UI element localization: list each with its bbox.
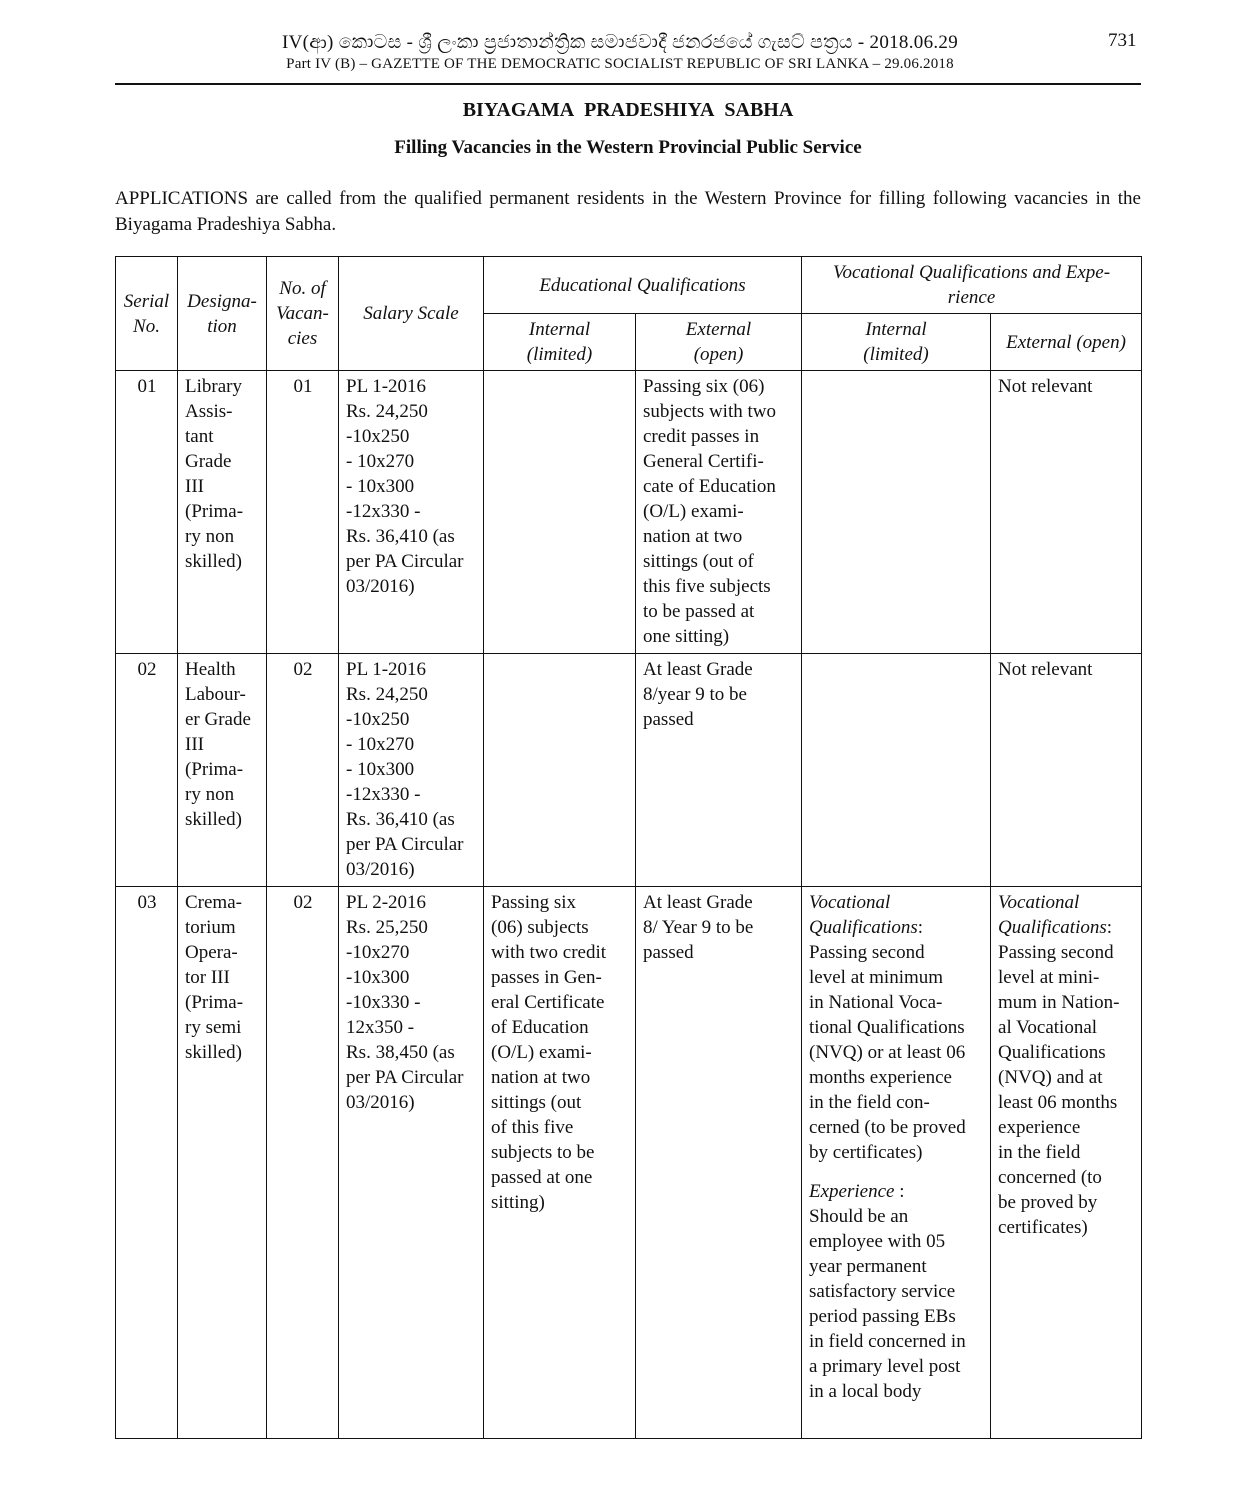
salary-cell: PL 2-2016 Rs. 25,250 -10x270 -10x300 -10x330 - 12x350 - Rs. 38,450 (as per PA Circular 03/2016) [339, 887, 484, 1439]
vacancies-cell: 02 [267, 887, 339, 1439]
serial-cell: 03 [116, 887, 178, 1439]
voc-internal-qualifications-heading: Vocational Qualifications [809, 892, 918, 938]
voc-internal-qualifications-colon: : [917, 917, 924, 938]
table-row [116, 887, 1142, 1439]
voc-internal-experience-heading: Experience [809, 1181, 895, 1202]
header-voc-external: External (open) [991, 314, 1142, 371]
salary-cell: PL 1-2016 Rs. 24,250 -10x250 - 10x270 - 10x300 -12x330 - Rs. 36,410 (as per PA Circular 03/2016) [339, 654, 484, 887]
notice-title: BIYAGAMA PRADESHIYA SABHA [462, 99, 794, 121]
header-designation: Designa- tion [178, 257, 267, 371]
edu-internal-cell [484, 654, 636, 887]
table-row [116, 654, 1142, 887]
voc-internal-experience-text: Should be an employee with 05 year permanent satisfactory service period passing EBs in field concerned in a primary level post in a local body [809, 1206, 966, 1402]
voc-external-qualifications-text: Passing second level at mini- mum in Nation- al Vocational Qualifications (NVQ) and at least 06 months experience in the field concerned (to be proved by certificates) [998, 942, 1120, 1238]
edu-external-cell: At least Grade 8/ Year 9 to be passed [636, 887, 802, 1439]
edu-internal-cell [484, 371, 636, 654]
table-row [116, 371, 1142, 654]
notice-subtitle: Filling Vacancies in the Western Provincial Public Service [394, 137, 862, 158]
notice-intro: APPLICATIONS are called from the qualified permanent residents in the Western Province for filling following vacancies in the Biyagama Pradeshiya Sabha. [115, 188, 1141, 235]
voc-internal-cell [802, 654, 991, 887]
voc-external-qualifications [998, 890, 1135, 1240]
voc-external-cell: Not relevant [991, 654, 1142, 887]
vacancies-table [115, 256, 1142, 1439]
designation-cell: Crema- torium Opera- tor III (Prima- ry semi skilled) [178, 887, 267, 1439]
header-no-of-vacancies: No. of Vacan- cies [267, 257, 339, 371]
edu-external-cell: Passing six (06) subjects with two credit passes in General Certifi- cate of Education (O/L) exami- nation at two sittings (out of this five subjects to be passed at one sitting) [636, 371, 802, 654]
header-educational-qualifications: Educational Qualifications [484, 257, 802, 314]
salary-cell: PL 1-2016 Rs. 24,250 -10x250 - 10x270 - 10x300 -12x330 - Rs. 36,410 (as per PA Circular 03/2016) [339, 371, 484, 654]
voc-external-qualifications-heading: Vocational Qualifications [998, 892, 1107, 938]
voc-internal-experience [809, 1179, 984, 1404]
voc-internal-cell [802, 371, 991, 654]
header-edu-internal: Internal (limited) [484, 314, 636, 371]
header-serial-no: Serial No. [116, 257, 178, 371]
serial-cell: 01 [116, 371, 178, 654]
voc-external-qualifications-colon: : [1106, 917, 1113, 938]
edu-internal-cell: Passing six (06) subjects with two credit passes in Gen- eral Certificate of Education (O/L) exami- nation at two sittings (out of this five subjects to be passed at one sitting) [484, 887, 636, 1439]
vacancies-cell: 02 [267, 654, 339, 887]
voc-external-cell [991, 887, 1142, 1439]
voc-internal-experience-colon: : [894, 1181, 905, 1202]
gazette-header-sinhala: IV(ආ) කොටස - ශ්‍රී ලංකා ප්‍රජාතාන්ත්‍රික සමාජවාදී ජනරජයේ ගැසට් පත්‍රය - 2018.06.29 [281, 32, 959, 53]
header-divider [115, 83, 1141, 85]
header-edu-external: External (open) [636, 314, 802, 371]
designation-cell: Health Labour- er Grade III (Prima- ry non skilled) [178, 654, 267, 887]
serial-cell: 02 [116, 654, 178, 887]
gazette-header-english: Part IV (B) – GAZETTE OF THE DEMOCRATIC SOCIALIST REPUBLIC OF SRI LANKA – 29.06.2018 [286, 56, 954, 72]
page-number: 731 [1108, 30, 1137, 51]
vacancies-cell: 01 [267, 371, 339, 654]
header-salary-scale: Salary Scale [339, 257, 484, 371]
designation-cell: Library Assis- tant Grade III (Prima- ry non skilled) [178, 371, 267, 654]
voc-external-cell: Not relevant [991, 371, 1142, 654]
edu-external-cell: At least Grade 8/year 9 to be passed [636, 654, 802, 887]
voc-internal-cell [802, 887, 991, 1439]
voc-internal-qualifications-text: Passing second level at minimum in National Voca- tional Qualifications (NVQ) or at least 06 months experience in the field con- cerned (to be proved by certificates) [809, 942, 966, 1163]
voc-internal-qualifications [809, 890, 984, 1165]
header-voc-internal: Internal (limited) [802, 314, 991, 371]
header-vocational-qualifications: Vocational Qualifications and Expe- rience [802, 257, 1142, 314]
